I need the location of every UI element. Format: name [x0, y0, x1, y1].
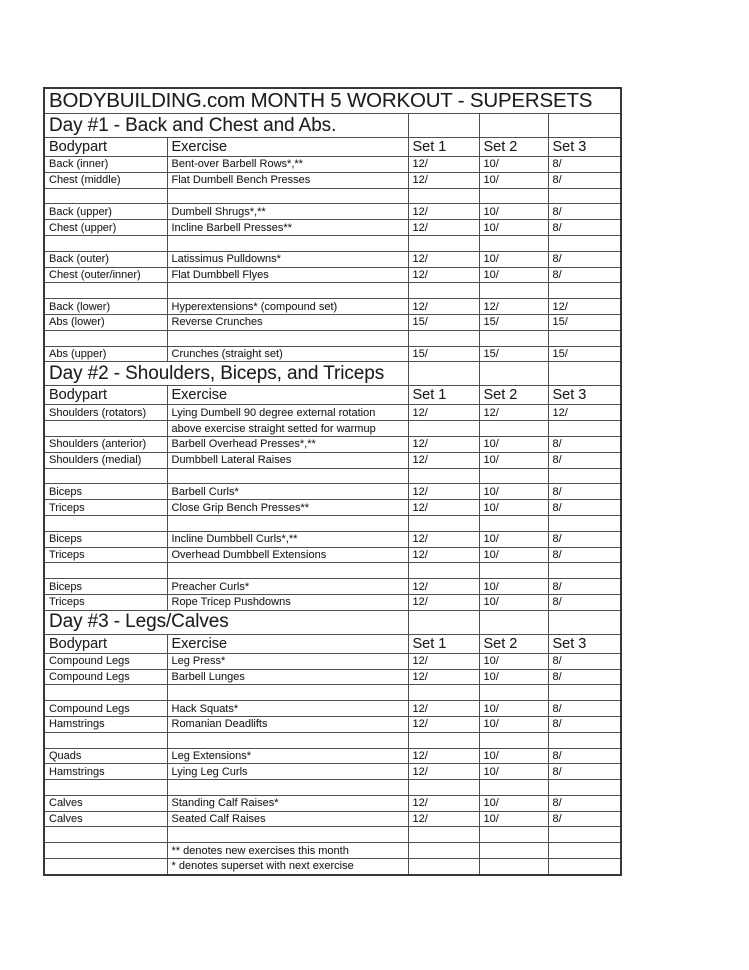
table-row	[44, 204, 621, 220]
set2-cell	[479, 843, 548, 859]
set3-cell: 8/	[548, 811, 621, 827]
column-header-exercise: Exercise	[167, 634, 408, 653]
table-row	[44, 531, 621, 547]
set2-cell: 10/	[479, 436, 548, 452]
exercise-cell: Rope Tricep Pushdowns	[167, 594, 408, 610]
set2-cell: 10/	[479, 716, 548, 732]
empty-row	[44, 780, 621, 796]
set1-cell: 12/	[408, 172, 479, 188]
set1-cell: 12/	[408, 701, 479, 717]
exercise-cell	[167, 188, 408, 204]
bodypart-cell: Biceps	[44, 531, 167, 547]
exercise-cell	[167, 732, 408, 748]
bodypart-cell	[44, 421, 167, 437]
column-header-set-3: Set 3	[548, 386, 621, 405]
set3-cell: 15/	[548, 346, 621, 362]
table-row	[44, 251, 621, 267]
exercise-cell: Leg Press*	[167, 653, 408, 669]
bodypart-cell	[44, 843, 167, 859]
bodypart-cell: Chest (upper)	[44, 220, 167, 236]
bodypart-cell: Compound Legs	[44, 653, 167, 669]
table-row	[44, 267, 621, 283]
bodypart-cell	[44, 563, 167, 579]
empty-row	[44, 283, 621, 299]
exercise-cell: Close Grip Bench Presses**	[167, 500, 408, 516]
set3-cell	[548, 843, 621, 859]
day-row	[44, 610, 621, 634]
set1-cell	[408, 235, 479, 251]
set2-cell	[479, 283, 548, 299]
empty-row	[44, 827, 621, 843]
set2-cell	[479, 515, 548, 531]
day-label: Day #1 - Back and Chest and Abs.	[44, 114, 408, 138]
header-row	[44, 138, 621, 157]
set2-cell: 10/	[479, 764, 548, 780]
footnote-text: ** denotes new exercises this month	[167, 843, 408, 859]
exercise-cell	[167, 283, 408, 299]
day-set-cell	[408, 362, 479, 386]
set1-cell: 12/	[408, 669, 479, 685]
set3-cell: 8/	[548, 579, 621, 595]
exercise-cell	[167, 563, 408, 579]
set3-cell	[548, 732, 621, 748]
exercise-cell: Incline Dumbbell Curls*,**	[167, 531, 408, 547]
table-row	[44, 716, 621, 732]
table-row	[44, 594, 621, 610]
set3-cell	[548, 235, 621, 251]
set2-cell: 10/	[479, 172, 548, 188]
set1-cell	[408, 515, 479, 531]
set2-cell	[479, 421, 548, 437]
exercise-cell: above exercise straight setted for warmup	[167, 421, 408, 437]
set3-cell: 12/	[548, 405, 621, 421]
set2-cell	[479, 563, 548, 579]
column-header-exercise: Exercise	[167, 138, 408, 157]
set3-cell: 8/	[548, 172, 621, 188]
set2-cell: 10/	[479, 500, 548, 516]
exercise-cell: Seated Calf Raises	[167, 811, 408, 827]
table-row	[44, 748, 621, 764]
set3-cell: 8/	[548, 267, 621, 283]
day-set-cell	[548, 610, 621, 634]
set1-cell: 12/	[408, 500, 479, 516]
column-header-set-2: Set 2	[479, 386, 548, 405]
set2-cell: 10/	[479, 811, 548, 827]
column-header-set-3: Set 3	[548, 138, 621, 157]
day-set-cell	[479, 610, 548, 634]
set3-cell: 8/	[548, 653, 621, 669]
set1-cell: 12/	[408, 405, 479, 421]
set1-cell: 12/	[408, 299, 479, 315]
table-row	[44, 653, 621, 669]
set2-cell: 10/	[479, 251, 548, 267]
bodypart-cell: Back (upper)	[44, 204, 167, 220]
table-row	[44, 500, 621, 516]
set3-cell: 8/	[548, 531, 621, 547]
exercise-cell: Barbell Curls*	[167, 484, 408, 500]
set3-cell: 8/	[548, 716, 621, 732]
bodypart-cell: Back (outer)	[44, 251, 167, 267]
set3-cell: 8/	[548, 748, 621, 764]
exercise-cell: Barbell Overhead Presses*,**	[167, 436, 408, 452]
set1-cell	[408, 330, 479, 346]
set2-cell: 10/	[479, 452, 548, 468]
set2-cell: 10/	[479, 795, 548, 811]
set1-cell: 12/	[408, 220, 479, 236]
set1-cell	[408, 732, 479, 748]
table-row	[44, 669, 621, 685]
column-header-set-1: Set 1	[408, 634, 479, 653]
set2-cell	[479, 732, 548, 748]
bodypart-cell: Chest (outer/inner)	[44, 267, 167, 283]
set3-cell	[548, 780, 621, 796]
table-row	[44, 172, 621, 188]
set1-cell: 12/	[408, 531, 479, 547]
bodypart-cell: Compound Legs	[44, 701, 167, 717]
set3-cell	[548, 421, 621, 437]
table-row	[44, 421, 621, 437]
set2-cell	[479, 827, 548, 843]
set2-cell: 15/	[479, 314, 548, 330]
column-header-bodypart: Bodypart	[44, 386, 167, 405]
bodypart-cell	[44, 685, 167, 701]
empty-row	[44, 235, 621, 251]
exercise-cell: Romanian Deadlifts	[167, 716, 408, 732]
set2-cell: 10/	[479, 669, 548, 685]
set1-cell	[408, 780, 479, 796]
exercise-cell: Reverse Crunches	[167, 314, 408, 330]
set3-cell: 8/	[548, 701, 621, 717]
exercise-cell: Latissimus Pulldowns*	[167, 251, 408, 267]
set1-cell: 12/	[408, 811, 479, 827]
table-row	[44, 795, 621, 811]
header-row	[44, 634, 621, 653]
bodypart-cell: Shoulders (anterior)	[44, 436, 167, 452]
column-header-set-2: Set 2	[479, 634, 548, 653]
set3-cell: 8/	[548, 251, 621, 267]
set1-cell: 12/	[408, 748, 479, 764]
footnote-text: * denotes superset with next exercise	[167, 859, 408, 875]
set3-cell: 12/	[548, 299, 621, 315]
exercise-cell	[167, 235, 408, 251]
set2-cell: 10/	[479, 579, 548, 595]
bodypart-cell	[44, 827, 167, 843]
exercise-cell: Flat Dumbbell Flyes	[167, 267, 408, 283]
bodypart-cell	[44, 732, 167, 748]
set1-cell	[408, 283, 479, 299]
bodypart-cell: Abs (lower)	[44, 314, 167, 330]
empty-row	[44, 468, 621, 484]
day-set-cell	[548, 362, 621, 386]
column-header-bodypart: Bodypart	[44, 138, 167, 157]
set1-cell: 12/	[408, 795, 479, 811]
exercise-cell: Flat Dumbell Bench Presses	[167, 172, 408, 188]
bodypart-cell: Shoulders (medial)	[44, 452, 167, 468]
bodypart-cell: Chest (middle)	[44, 172, 167, 188]
table-row	[44, 346, 621, 362]
exercise-cell: Crunches (straight set)	[167, 346, 408, 362]
table-row	[44, 405, 621, 421]
set1-cell: 12/	[408, 594, 479, 610]
exercise-cell: Standing Calf Raises*	[167, 795, 408, 811]
set1-cell	[408, 685, 479, 701]
bodypart-cell: Triceps	[44, 500, 167, 516]
table-row	[44, 764, 621, 780]
set1-cell	[408, 827, 479, 843]
set3-cell	[548, 827, 621, 843]
column-header-set-3: Set 3	[548, 634, 621, 653]
set2-cell: 10/	[479, 220, 548, 236]
day-label: Day #2 - Shoulders, Biceps, and Triceps	[44, 362, 408, 386]
exercise-cell	[167, 780, 408, 796]
bodypart-cell: Compound Legs	[44, 669, 167, 685]
table-row	[44, 579, 621, 595]
set3-cell: 8/	[548, 500, 621, 516]
set2-cell	[479, 235, 548, 251]
footnote-row	[44, 843, 621, 859]
set1-cell: 12/	[408, 547, 479, 563]
header-row	[44, 386, 621, 405]
set2-cell: 12/	[479, 299, 548, 315]
set2-cell	[479, 188, 548, 204]
empty-row	[44, 732, 621, 748]
set1-cell: 12/	[408, 653, 479, 669]
bodypart-cell	[44, 330, 167, 346]
exercise-cell	[167, 468, 408, 484]
exercise-cell	[167, 685, 408, 701]
set1-cell	[408, 421, 479, 437]
exercise-cell: Overhead Dumbbell Extensions	[167, 547, 408, 563]
table-row	[44, 701, 621, 717]
set2-cell: 10/	[479, 594, 548, 610]
set1-cell	[408, 563, 479, 579]
set2-cell: 10/	[479, 484, 548, 500]
exercise-cell: Dumbell Shrugs*,**	[167, 204, 408, 220]
set3-cell: 8/	[548, 436, 621, 452]
set2-cell	[479, 780, 548, 796]
title-row	[44, 88, 621, 114]
bodypart-cell: Triceps	[44, 547, 167, 563]
empty-row	[44, 188, 621, 204]
column-header-set-1: Set 1	[408, 138, 479, 157]
exercise-cell	[167, 515, 408, 531]
workout-table	[43, 87, 622, 876]
set1-cell: 12/	[408, 251, 479, 267]
set3-cell: 8/	[548, 204, 621, 220]
column-header-set-2: Set 2	[479, 138, 548, 157]
day-set-cell	[479, 114, 548, 138]
bodypart-cell	[44, 468, 167, 484]
table-row	[44, 299, 621, 315]
set3-cell: 8/	[548, 669, 621, 685]
exercise-cell: Leg Extensions*	[167, 748, 408, 764]
column-header-bodypart: Bodypart	[44, 634, 167, 653]
set1-cell: 12/	[408, 267, 479, 283]
day-set-cell	[408, 610, 479, 634]
set3-cell: 15/	[548, 314, 621, 330]
set2-cell: 10/	[479, 701, 548, 717]
set2-cell: 12/	[479, 405, 548, 421]
set3-cell: 8/	[548, 764, 621, 780]
set3-cell	[548, 188, 621, 204]
bodypart-cell	[44, 859, 167, 875]
set1-cell: 12/	[408, 716, 479, 732]
bodypart-cell: Triceps	[44, 594, 167, 610]
set3-cell: 8/	[548, 484, 621, 500]
empty-row	[44, 563, 621, 579]
exercise-cell	[167, 330, 408, 346]
bodypart-cell: Back (lower)	[44, 299, 167, 315]
bodypart-cell: Hamstrings	[44, 716, 167, 732]
table-row	[44, 452, 621, 468]
set2-cell: 10/	[479, 653, 548, 669]
set1-cell	[408, 859, 479, 875]
set2-cell: 15/	[479, 346, 548, 362]
exercise-cell: Dumbbell Lateral Raises	[167, 452, 408, 468]
day-set-cell	[479, 362, 548, 386]
bodypart-cell: Quads	[44, 748, 167, 764]
bodypart-cell: Biceps	[44, 579, 167, 595]
set3-cell: 8/	[548, 220, 621, 236]
set2-cell	[479, 468, 548, 484]
table-row	[44, 436, 621, 452]
table-row	[44, 547, 621, 563]
bodypart-cell	[44, 235, 167, 251]
day-row	[44, 114, 621, 138]
bodypart-cell	[44, 515, 167, 531]
set1-cell: 12/	[408, 484, 479, 500]
set2-cell	[479, 330, 548, 346]
set2-cell	[479, 685, 548, 701]
table-row	[44, 484, 621, 500]
bodypart-cell: Shoulders (rotators)	[44, 405, 167, 421]
column-header-exercise: Exercise	[167, 386, 408, 405]
set1-cell	[408, 843, 479, 859]
bodypart-cell: Biceps	[44, 484, 167, 500]
table-row	[44, 811, 621, 827]
day-set-cell	[408, 114, 479, 138]
set3-cell: 8/	[548, 594, 621, 610]
day-set-cell	[548, 114, 621, 138]
empty-row	[44, 685, 621, 701]
set1-cell: 15/	[408, 346, 479, 362]
table-row	[44, 220, 621, 236]
set2-cell: 10/	[479, 531, 548, 547]
set3-cell	[548, 283, 621, 299]
empty-row	[44, 330, 621, 346]
set1-cell: 12/	[408, 204, 479, 220]
set1-cell	[408, 188, 479, 204]
set3-cell	[548, 515, 621, 531]
set1-cell: 15/	[408, 314, 479, 330]
workout-table-body	[44, 88, 621, 875]
set1-cell: 12/	[408, 764, 479, 780]
set2-cell: 10/	[479, 204, 548, 220]
set1-cell	[408, 468, 479, 484]
exercise-cell: Preacher Curls*	[167, 579, 408, 595]
set1-cell: 12/	[408, 157, 479, 173]
set3-cell: 8/	[548, 157, 621, 173]
set2-cell: 10/	[479, 267, 548, 283]
page-title: BODYBUILDING.com MONTH 5 WORKOUT - SUPERSETS	[44, 88, 621, 114]
exercise-cell: Lying Leg Curls	[167, 764, 408, 780]
set2-cell: 10/	[479, 157, 548, 173]
set2-cell	[479, 859, 548, 875]
bodypart-cell: Abs (upper)	[44, 346, 167, 362]
bodypart-cell	[44, 283, 167, 299]
bodypart-cell	[44, 780, 167, 796]
bodypart-cell: Back (inner)	[44, 157, 167, 173]
set3-cell: 8/	[548, 795, 621, 811]
set3-cell: 8/	[548, 547, 621, 563]
exercise-cell	[167, 827, 408, 843]
set3-cell	[548, 468, 621, 484]
set1-cell: 12/	[408, 579, 479, 595]
exercise-cell: Lying Dumbell 90 degree external rotation	[167, 405, 408, 421]
set2-cell: 10/	[479, 547, 548, 563]
exercise-cell: Bent-over Barbell Rows*,**	[167, 157, 408, 173]
day-row	[44, 362, 621, 386]
table-row	[44, 314, 621, 330]
footnote-row	[44, 859, 621, 875]
exercise-cell: Incline Barbell Presses**	[167, 220, 408, 236]
bodypart-cell: Hamstrings	[44, 764, 167, 780]
set3-cell	[548, 563, 621, 579]
set2-cell: 10/	[479, 748, 548, 764]
exercise-cell: Hyperextensions* (compound set)	[167, 299, 408, 315]
set1-cell: 12/	[408, 436, 479, 452]
set3-cell	[548, 330, 621, 346]
column-header-set-1: Set 1	[408, 386, 479, 405]
set1-cell: 12/	[408, 452, 479, 468]
table-row	[44, 157, 621, 173]
set3-cell	[548, 685, 621, 701]
bodypart-cell	[44, 188, 167, 204]
set3-cell: 8/	[548, 452, 621, 468]
exercise-cell: Barbell Lunges	[167, 669, 408, 685]
empty-row	[44, 515, 621, 531]
day-label: Day #3 - Legs/Calves	[44, 610, 408, 634]
exercise-cell: Hack Squats*	[167, 701, 408, 717]
set3-cell	[548, 859, 621, 875]
bodypart-cell: Calves	[44, 811, 167, 827]
bodypart-cell: Calves	[44, 795, 167, 811]
